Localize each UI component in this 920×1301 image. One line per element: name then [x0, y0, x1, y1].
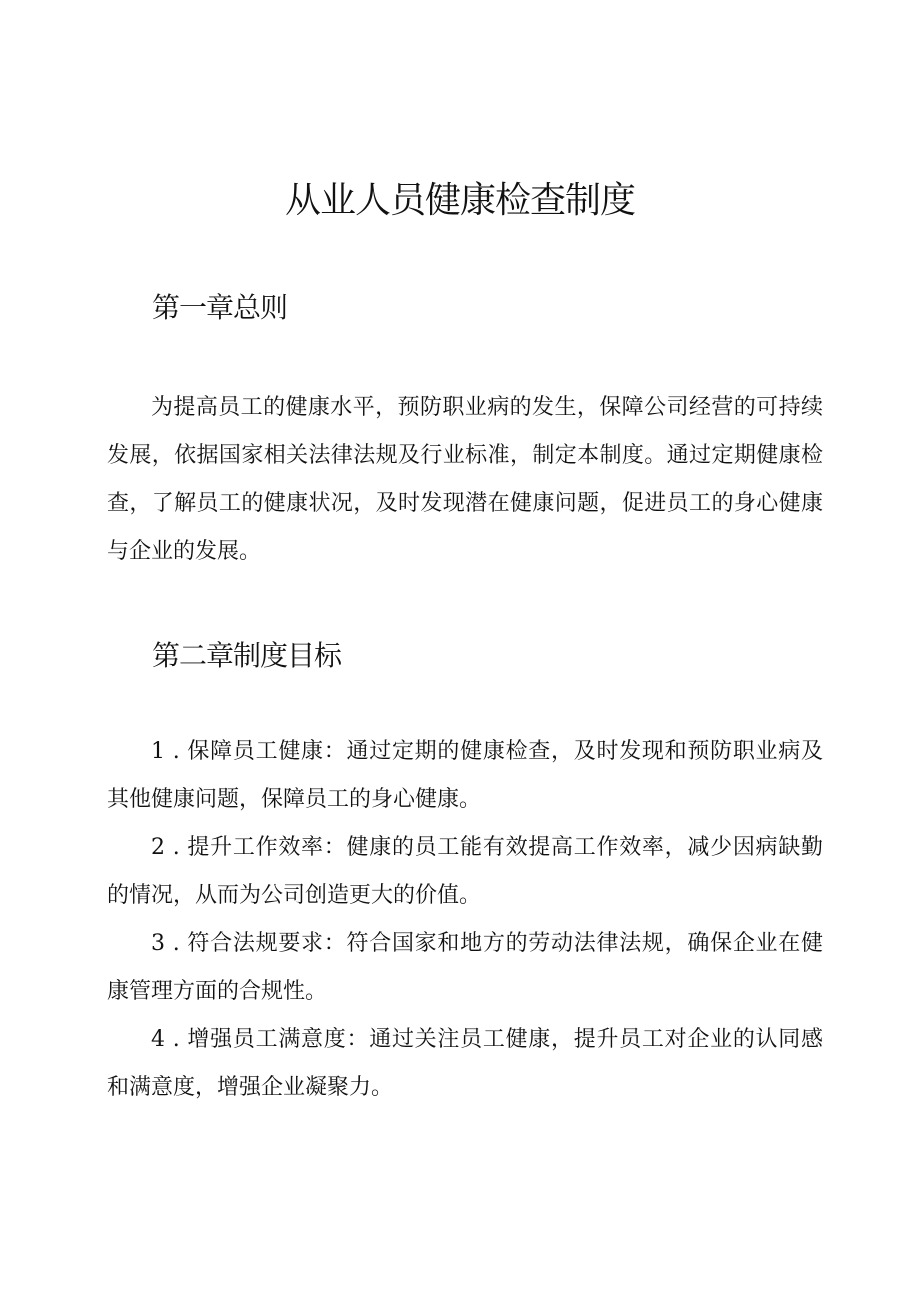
chapter-1-paragraph: 为提高员工的健康水平，预防职业病的发生，保障公司经营的可持续发展，依据国家相关法律法规及行业标准，制定本制度。通过定期健康检查，了解员工的健康状况，及时发现潜在健康问题，促进员工的身心健康与企业的发展。 — [107, 395, 823, 564]
goal-item-1: 1 . 保障员工健康：通过定期的健康检查，及时发现和预防职业病及其他健康问题，保障员工的身心健康。 — [107, 739, 823, 812]
goals-list — [107, 728, 823, 1112]
document-title: 从业人员健康检查制度 — [284, 180, 635, 221]
goal-item-4: 4 . 增强员工满意度：通过关注员工健康，提升员工对企业的认同感和满意度，增强企业凝聚力。 — [107, 1027, 823, 1100]
goal-item-2: 2 . 提升工作效率：健康的员工能有效提高工作效率，减少因病缺勤的情况，从而为公司创造更大的价值。 — [107, 835, 823, 908]
chapter-1-heading: 第一章总则 — [152, 291, 288, 324]
goal-item-3: 3 . 符合法规要求：符合国家和地方的劳动法律法规，确保企业在健康管理方面的合规性。 — [107, 931, 823, 1004]
chapter-2-heading: 第二章制度目标 — [152, 639, 342, 672]
